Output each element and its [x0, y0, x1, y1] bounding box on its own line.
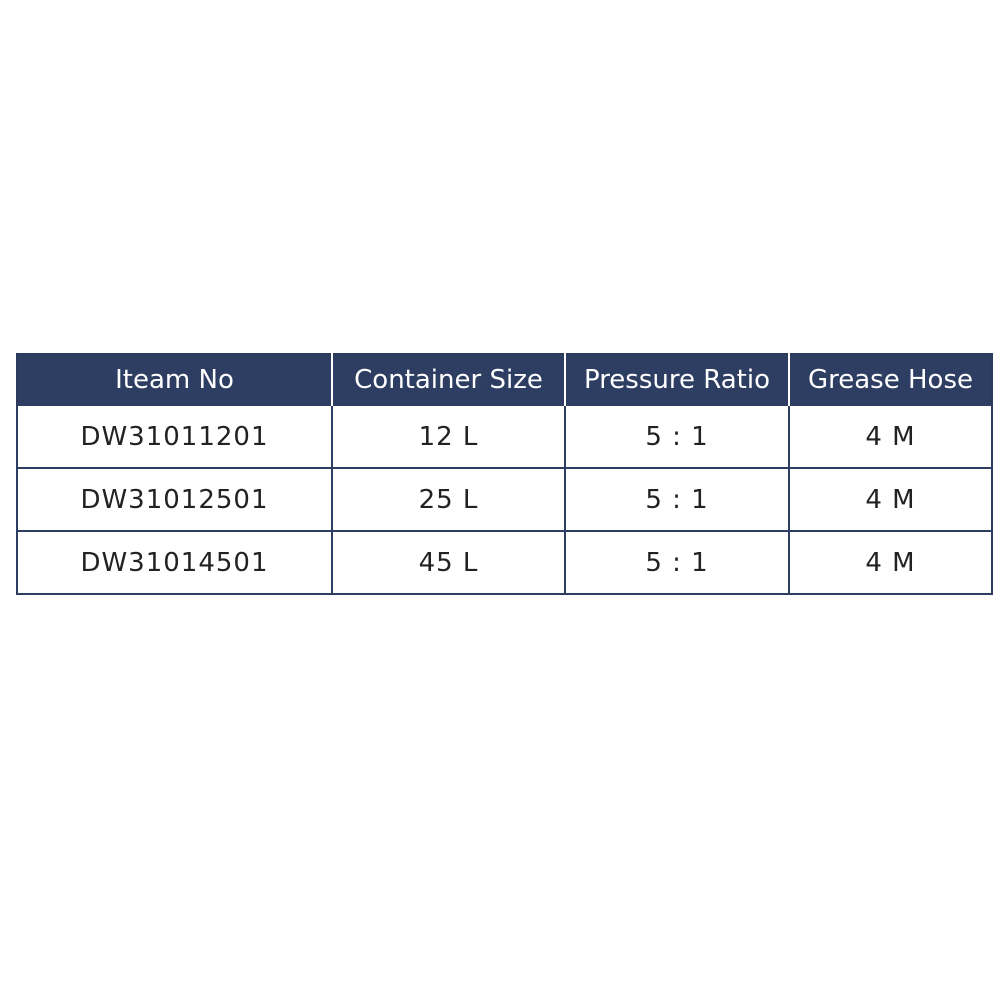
header-grease-hose: Grease Hose [789, 354, 992, 405]
spec-table [16, 353, 993, 595]
cell-item-no: DW31011201 [17, 405, 332, 468]
table-row [17, 531, 992, 594]
cell-container-size: 45 L [332, 531, 565, 594]
header-container-size: Container Size [332, 354, 565, 405]
header-pressure-ratio: Pressure Ratio [565, 354, 789, 405]
cell-item-no: DW31012501 [17, 468, 332, 531]
cell-grease-hose: 4 M [789, 405, 992, 468]
cell-container-size: 25 L [332, 468, 565, 531]
table-row [17, 405, 992, 468]
cell-item-no: DW31014501 [17, 531, 332, 594]
cell-pressure-ratio: 5 : 1 [565, 531, 789, 594]
cell-container-size: 12 L [332, 405, 565, 468]
table-row [17, 468, 992, 531]
cell-grease-hose: 4 M [789, 531, 992, 594]
header-item-no: Iteam No [17, 354, 332, 405]
table-header-row [17, 354, 992, 405]
cell-pressure-ratio: 5 : 1 [565, 468, 789, 531]
cell-pressure-ratio: 5 : 1 [565, 405, 789, 468]
cell-grease-hose: 4 M [789, 468, 992, 531]
